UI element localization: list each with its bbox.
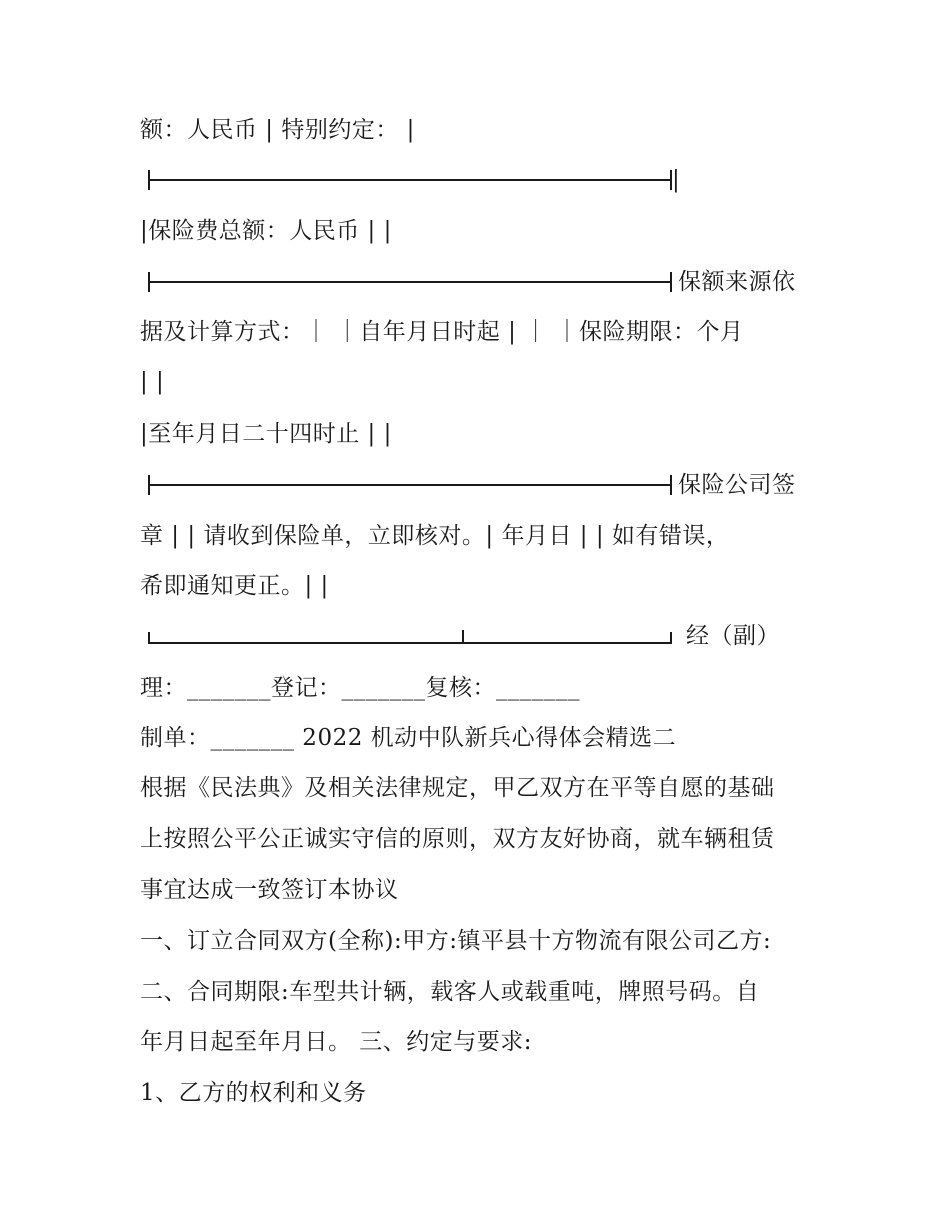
rule-bar [150,642,670,644]
rule-mid-tick [462,630,464,642]
text-line-15: 上按照公平公正诚实守信的原则，双方友好协商，就车辆租赁 [140,826,775,852]
text-line-7: |至年月日二十四时止 | | [140,421,392,447]
rule-tail-text: 保险公司签 [678,472,796,498]
text-line-16: 事宜达成一致签订本协议 [140,877,399,903]
table-rule-1 [140,164,820,196]
text-line-17: 一、订立合同双方(全称):甲方:镇平县十方物流有限公司乙方: [140,928,772,954]
text-line-10: 希即通知更正。| | [140,573,329,599]
text-line-18: 二、合同期限:车型共计辆，载客人或载重吨，牌照号码。自 [140,979,760,1005]
text-line-3: |保险费总额：人民币 | | [140,218,392,244]
text-line-20: 1、乙方的权利和义务 [140,1080,367,1106]
text-line-9: 章 | | 请收到保险单，立即核对。| 年月日 | | 如有错误， [140,523,730,549]
text-line-14: 根据《民法典》及相关法律规定，甲乙双方在平等自愿的基础 [140,775,775,801]
rule-tail-text: 经（副） [686,623,780,649]
table-rule-3 [140,469,820,501]
text-line-1: 额：人民币 | 特别约定： | [140,117,415,143]
rule-right-tick [670,632,672,644]
text-line-6: | | [140,369,165,395]
rule-tail-text: 保额来源依 [678,269,796,295]
text-line-5: 据及计算方式：｜ ｜自年月日时起 | ｜ ｜保险期限：个月 [140,319,744,345]
rule-bar [150,281,670,283]
table-rule-bottom [140,620,820,652]
text-line-13: 制单：_______ 2022 机动中队新兵心得体会精选二 [140,725,677,751]
text-line-19: 年月日起至年月日。 三、约定与要求: [140,1029,533,1055]
text-line-12: 理：_______登记：_______复核：_______ [140,675,580,701]
rule-right-tick [670,475,672,495]
rule-tail-text: | [672,167,681,193]
table-rule-2 [140,266,820,298]
rule-bar [150,179,670,181]
rule-bar [150,484,670,486]
rule-right-tick [670,272,672,292]
